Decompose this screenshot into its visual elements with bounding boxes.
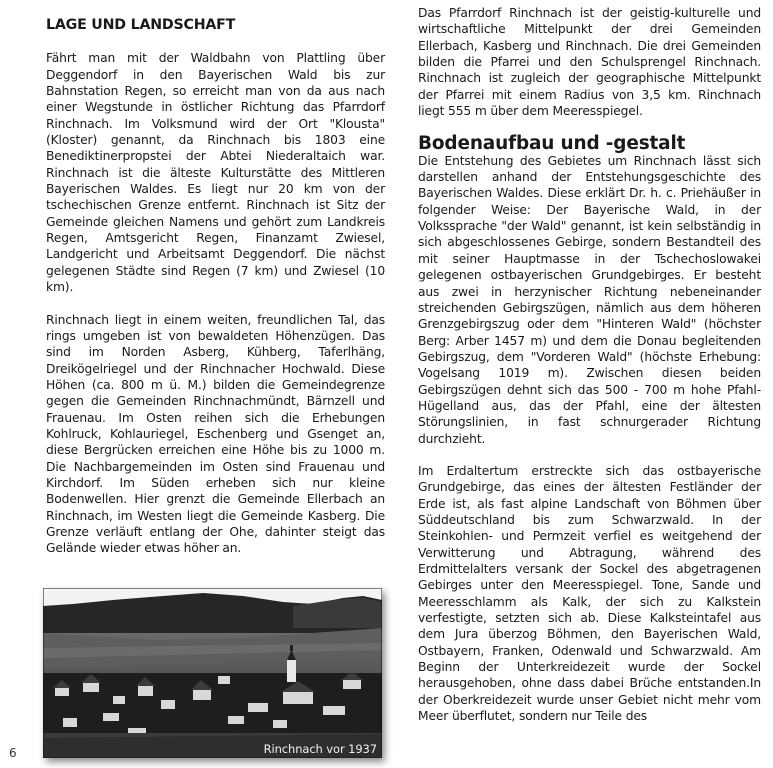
paragraph: Rinchnach liegt in einem weiten, freundlichen Tal, das rings umgeben ist von bewaldeten Höhenzügen. Das sind im Norden Asberg, Kühberg, Taferlhäng, Dreikögelriegel und der Rinchnacher Hochwald. Diese Höhen (ca. 800 m ü. M.) bilden die Gemeindegrenze gegen die Gemeinden Rinchnachmündt, Bärnzell und Frauenau. Im Osten reihen sich die Erhebungen Kohlruck, Kohlauriegel, Eschenberg und Gsenget an, diese Bergrücken erreichen eine Höhe bis zu 1000 m. Die Nachbargemeinden im Osten sind Frauenau und Kirchdorf. Im Süden erheben sich nur kleine Bodenwellen. Hier grenzt die Gemeinde Ellerbach an Rinchnach, im Westen liegt die Gemeinde Kasberg. Die Grenze verläuft entlang der Ohe, dahinter steigt das Gelände wieder etwas höher an. xyxy=(46,312,385,556)
section-heading: LAGE UND LANDSCHAFT xyxy=(46,17,236,33)
photo-caption: Rinchnach vor 1937 xyxy=(263,742,377,756)
historic-village-photo xyxy=(43,588,382,758)
right-column xyxy=(418,0,761,724)
subsection-heading: Bodenaufbau und -gestalt xyxy=(418,133,686,155)
page-number: 6 xyxy=(9,746,17,760)
paragraph: Fährt man mit der Waldbahn von Plattling über Deggendorf in den Bayerischen Wald bis zur Bahnstation Regen, so erreicht man von da aus nach einer Wegstunde in östlicher Richtung das Pfarrdorf Rinchnach. Im Volksmund wird der Ort "Klousta" (Kloster) genannt, da Rinchnach bis 1803 eine Benediktinerpropstei der Abtei Niederaltaich war. Rinchnach ist die älteste Kulturstätte des Mittleren Bayerischen Waldes. Es liegt nur 20 km von der tschechischen Grenze entfernt. Rinchnach ist Sitz der Gemeinde gleichen Namens und gehört zum Landkreis Regen, Amtsgericht Regen, Finanzamt Zwiesel, Landgericht und Arbeitsamt Deggendorf. Die nächst gelegenen Städte sind Regen (7 km) und Zwiesel (10 km). xyxy=(46,51,385,295)
paragraph: Das Pfarrdorf Rinchnach ist der geistig-kulturelle und wirtschaftliche Mittelpunkt der drei Gemeinden Ellerbach, Kasberg und Rinchnach. Die drei Gemeinden bilden die Pfarrei und den Schulsprengel Rinchnach. Rinchnach ist zugleich der geographische Mittelpunkt der Pfarrei mit einem Radius von 3,5 km. Rinchnach liegt 555 m über dem Meeresspiegel. xyxy=(418,6,761,119)
paragraph: Im Erdaltertum erstreckte sich das ostbayerische Grundgebirge, das eines der ältesten Festländer der Erde ist, als fast alpine Landschaft von Böhmen über Süddeutschland bis zum Schwarzwald. In der Steinkohlen- und Permzeit verfiel es weitgehend der Verwitterung und Abtragung, während des Erdmittelalters versank der Sockel des abgetragenen Gebirges unter den Meeresspiegel. Tone, Sande und Meeresschlamm als Kalk, der sich zu Kalkstein verfestigte, setzten sich ab. Diese Kalksteintafel aus dem Jura überzog Böhmen, den Bayerischen Wald, Ostbayern, Franken, Odenwald und Schwarzwald. Am Beginn der Unterkreidezeit wurde der Sockel herausgehoben, ohne dass dabei Brüche entstanden.In der Oberkreidezeit wurde unser Gebiet nicht mehr vom Meer überflutet, sondern nur Teile des xyxy=(418,463,761,724)
paragraph: Die Entstehung des Gebietes um Rinchnach lässt sich darstellen anhand der Entstehungsgeschichte des Bayerischen Waldes. Diese erklärt Dr. h. c. Priehäußer in folgender Weise: Der Bayerische Wald, in der Volkssprache "der Wald" genannt, ist kein selbständig in sich abgeschlossenes Gebirge, sondern Bestandteil des mit seiner Hauptmasse in der Tschechoslowakei gelegenen ostbayerischen Grundgebirges. Er besteht aus zwei in herzynischer Richtung nebeneinander streichenden Gebirgszügen, nämlich aus dem höheren Grenzgebirgszug oder dem "Hinteren Wald" (höchster Berg: Arber 1457 m) und dem die Donau begleitenden Gebirgszug, dem "Vorderen Wald" (höchste Erhebung: Vogelsang 1019 m). Zwischen diesen beiden Gebirgszügen dehnt sich das 500 - 700 m hohe Pfahl-Hügelland aus, das der Pfahl, eine der ältesten Störungslinien, in fast schnurgerader Richtung durchzieht. xyxy=(418,153,761,446)
left-column xyxy=(46,0,385,557)
photo-illustration xyxy=(43,588,382,758)
